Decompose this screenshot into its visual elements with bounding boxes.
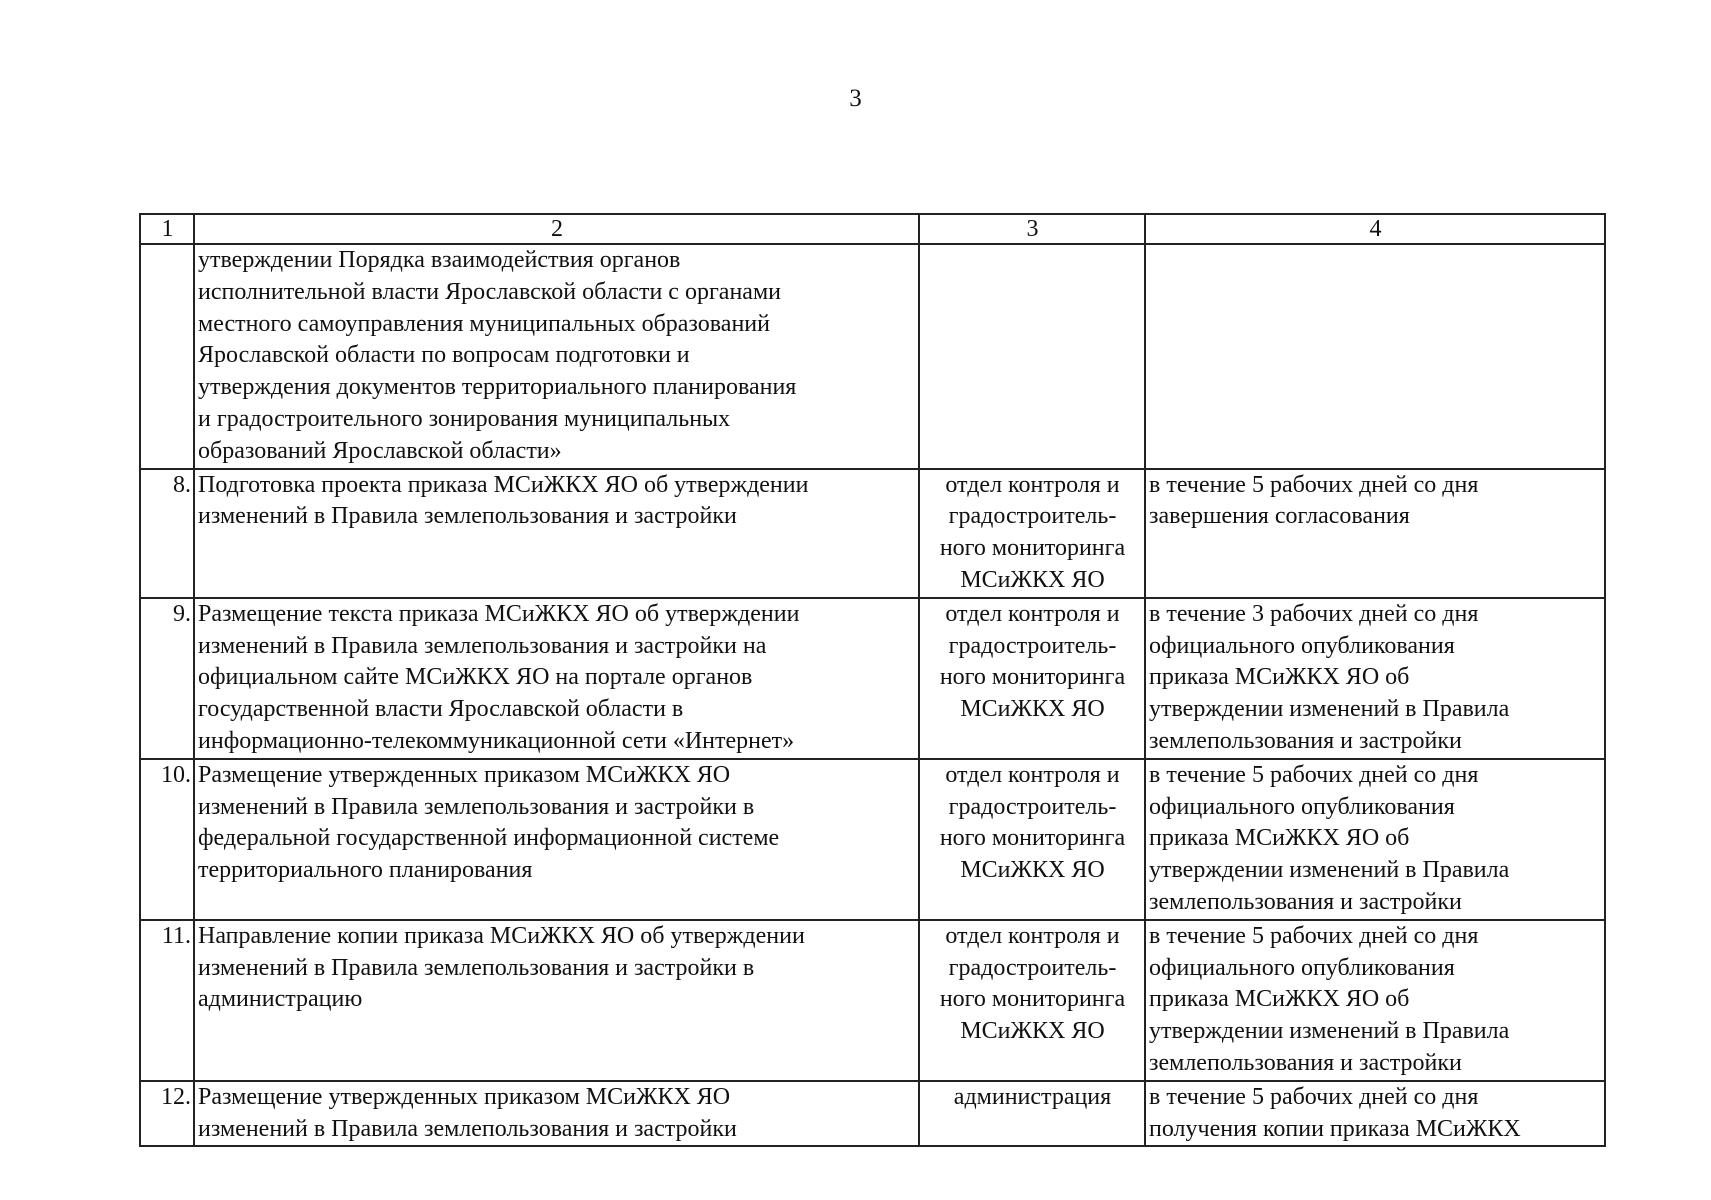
table-row	[140, 920, 1605, 1081]
term-cell	[1145, 1081, 1605, 1147]
executor-text: отдел контроля и градостроитель- ного мониторинга МСиЖКХ ЯО	[939, 761, 1126, 884]
row-number-text: 8.	[173, 471, 191, 498]
table-row	[140, 469, 1605, 598]
column-header-4: 4	[1145, 214, 1605, 244]
row-number-text: 12.	[161, 1083, 191, 1110]
row-number	[140, 598, 194, 759]
term-cell	[1145, 759, 1605, 920]
row-number	[140, 469, 194, 598]
column-header-3: 3	[919, 214, 1145, 244]
row-number-text: 10.	[161, 761, 191, 788]
row-number	[140, 1081, 194, 1147]
table-row	[140, 759, 1605, 920]
action-cell	[194, 1081, 919, 1147]
action-text: утверждении Порядка взаимодействия органов исполнительной власти Ярославской области с органами местного самоуправления муниципальных образований Ярославской области по вопросам подготовки и утверждения документов территориального планирования и градостроительного зонирования муниципальных образований Ярославской области»	[198, 247, 797, 464]
term-text: в течение 3 рабочих дней со дня официального опубликования приказа МСиЖКХ ЯО об утверждении изменений в Правила землепользования и застройки	[1149, 600, 1510, 754]
executor-cell	[919, 759, 1145, 920]
term-text: в течение 5 рабочих дней со дня получения копии приказа МСиЖКХ	[1149, 1083, 1521, 1142]
action-cell	[194, 920, 919, 1081]
term-text: в течение 5 рабочих дней со дня официального опубликования приказа МСиЖКХ ЯО об утверждении изменений в Правила землепользования и застройки	[1149, 761, 1510, 915]
executor-cell	[919, 244, 1145, 469]
action-text: Направление копии приказа МСиЖКХ ЯО об утверждении изменений в Правила землепользования и застройки в администрацию	[198, 922, 805, 1013]
action-cell	[194, 244, 919, 469]
table-row	[140, 1081, 1605, 1147]
row-number	[140, 244, 194, 469]
action-text: Размещение текста приказа МСиЖКХ ЯО об утверждении изменений в Правила землепользования и застройки на официальном сайте МСиЖКХ ЯО на портале органов государственной власти Ярославской области в информационно-телекоммуникационной сети «Интернет»	[198, 600, 800, 754]
column-header-2: 2	[194, 214, 919, 244]
action-cell	[194, 469, 919, 598]
term-cell	[1145, 469, 1605, 598]
term-text: в течение 5 рабочих дней со дня завершения согласования	[1149, 471, 1479, 530]
executor-cell	[919, 1081, 1145, 1147]
executor-cell	[919, 920, 1145, 1081]
row-number	[140, 759, 194, 920]
term-text: в течение 5 рабочих дней со дня официального опубликования приказа МСиЖКХ ЯО об утверждении изменений в Правила землепользования и застройки	[1149, 922, 1510, 1076]
row-number-text: 9.	[173, 600, 191, 627]
action-plan-table	[139, 213, 1606, 1147]
row-number-text: 11.	[161, 922, 191, 949]
table-row	[140, 598, 1605, 759]
executor-text: отдел контроля и градостроитель- ного мониторинга МСиЖКХ ЯО	[939, 922, 1126, 1045]
page-number: 3	[849, 85, 862, 112]
term-cell	[1145, 920, 1605, 1081]
action-cell	[194, 598, 919, 759]
row-number	[140, 920, 194, 1081]
term-cell	[1145, 598, 1605, 759]
table-header-row	[140, 214, 1605, 244]
column-header-1: 1	[140, 214, 194, 244]
executor-text: отдел контроля и градостроитель- ного мониторинга МСиЖКХ ЯО	[939, 471, 1126, 593]
term-cell	[1145, 244, 1605, 469]
action-text: Размещение утвержденных приказом МСиЖКХ ЯО изменений в Правила землепользования и застройки	[198, 1083, 737, 1142]
executor-text: отдел контроля и градостроитель- ного мониторинга МСиЖКХ ЯО	[939, 600, 1126, 723]
table-row	[140, 244, 1605, 469]
action-text: Размещение утвержденных приказом МСиЖКХ ЯО изменений в Правила землепользования и застройки в федеральной государственной информационной системе территориального планирования	[198, 761, 780, 884]
action-text: Подготовка проекта приказа МСиЖКХ ЯО об утверждении изменений в Правила землепользования и застройки	[198, 471, 809, 530]
executor-cell	[919, 469, 1145, 598]
executor-cell	[919, 598, 1145, 759]
action-cell	[194, 759, 919, 920]
executor-text: администрация	[953, 1083, 1112, 1110]
